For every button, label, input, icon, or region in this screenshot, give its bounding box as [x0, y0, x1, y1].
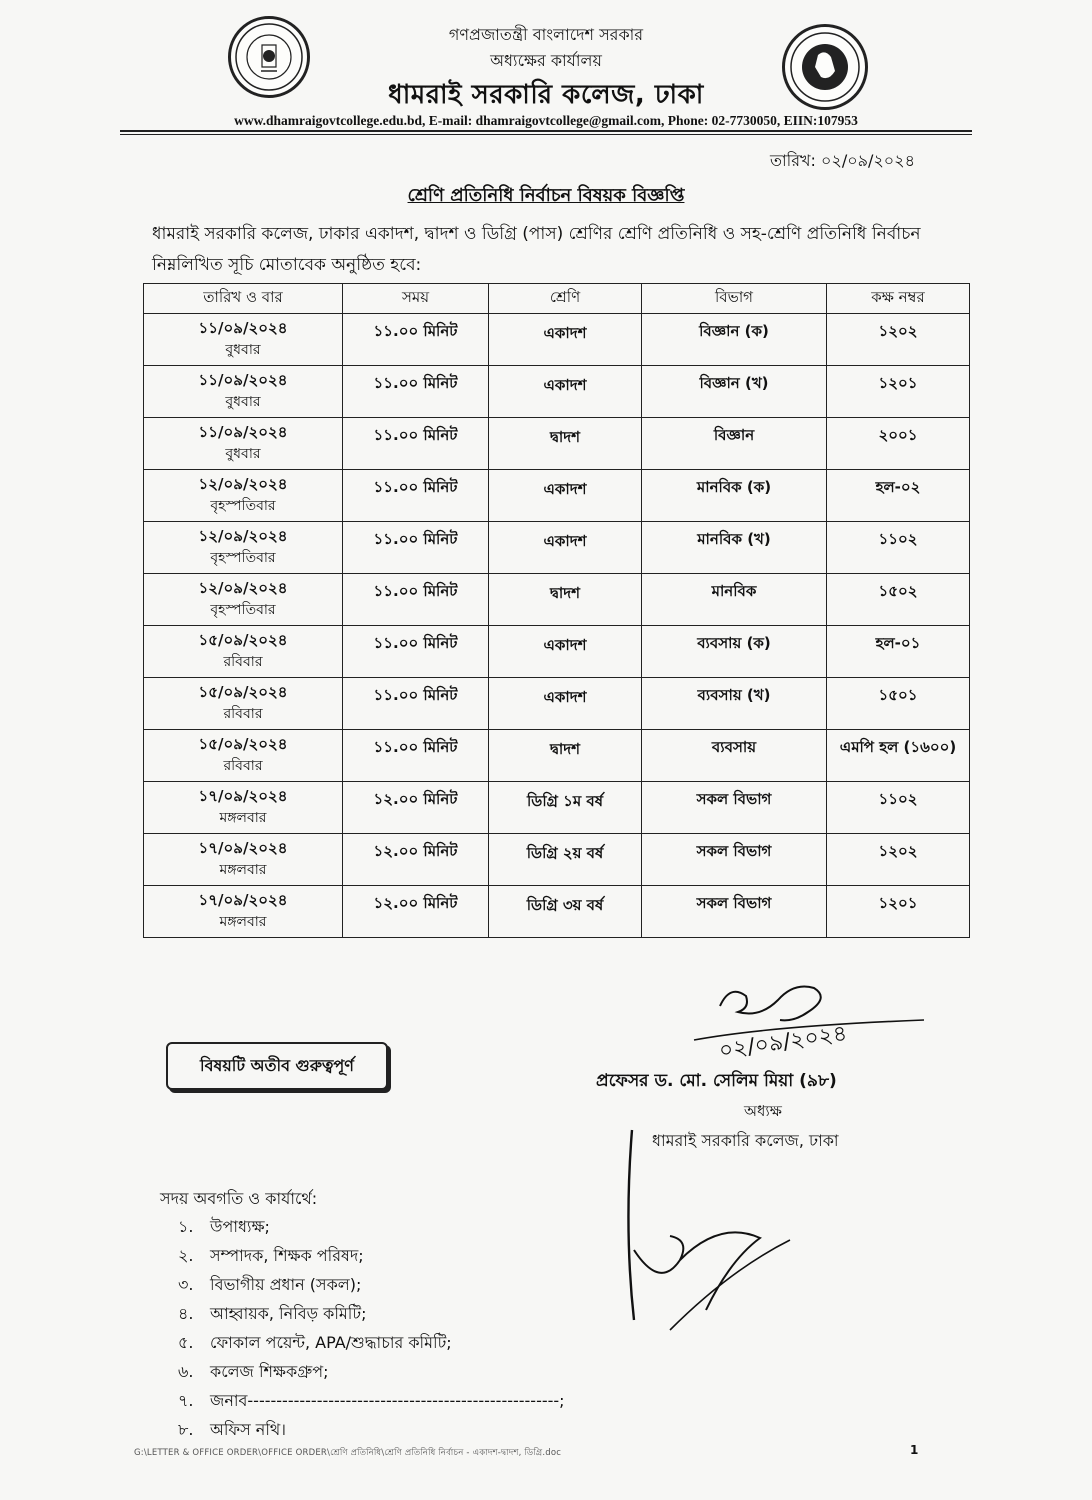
dept-cell [642, 730, 827, 782]
notice-subject: শ্রেণি প্রতিনিধি নির্বাচন বিষয়ক বিজ্ঞপ্তি [407, 185, 685, 206]
row-date: ১৭/০৯/২০২৪ [198, 839, 288, 857]
signatory-name: প্রফেসর ড. মো. সেলিম মিয়া (৯৮) [596, 1071, 837, 1091]
dept-cell [642, 678, 827, 730]
row-class: দ্বাদশ [549, 428, 581, 446]
list-item [178, 1415, 565, 1444]
row-room: ১১০২ [878, 790, 918, 808]
class-cell [489, 366, 642, 418]
list-item [178, 1328, 565, 1357]
dept-cell [642, 366, 827, 418]
time-cell [343, 730, 489, 782]
room-cell [827, 418, 970, 470]
row-room: হল-০২ [875, 478, 921, 496]
class-cell [489, 522, 642, 574]
row-day: বুধবার [225, 342, 261, 358]
government-name: গণপ্রজাতন্ত্রী বাংলাদেশ সরকার [448, 25, 644, 44]
table-header-row [144, 284, 970, 314]
table-row [144, 522, 970, 574]
list-item [178, 1357, 565, 1386]
dept-cell [642, 834, 827, 886]
table-row [144, 314, 970, 366]
row-day: মঙ্গলবার [219, 862, 267, 878]
distribution-heading: সদয় অবগতি ও কার্যার্থে: [160, 1189, 318, 1208]
row-day: বুধবার [225, 394, 261, 410]
row-dept: ব্যবসায় (খ) [697, 686, 771, 704]
row-dept: সকল বিভাগ [696, 894, 772, 912]
schedule-table [143, 283, 970, 938]
row-dept: ব্যবসায় [711, 738, 757, 756]
room-cell [827, 366, 970, 418]
date-cell [144, 730, 343, 782]
office-name: অধ্যক্ষের কার্যালয় [490, 51, 602, 70]
row-time: ১১.০০ মিনিট [373, 738, 458, 756]
row-room: ২০০১ [878, 426, 918, 444]
contact-line: www.dhamraigovtcollege.edu.bd, E-mail: dhamraigovtcollege@gmail.com, Phone: 02-7730050, EIIN:107953 [234, 113, 858, 128]
row-time: ১১.০০ মিনিট [373, 686, 458, 704]
row-room: ১২০২ [878, 322, 918, 340]
row-time: ১২.০০ মিনিট [373, 790, 458, 808]
row-room: হল-০১ [875, 634, 921, 652]
time-cell [343, 834, 489, 886]
row-class: একাদশ [543, 324, 587, 342]
class-cell [489, 574, 642, 626]
row-day: রবিবার [223, 706, 263, 722]
class-cell [489, 678, 642, 730]
time-cell [343, 782, 489, 834]
row-dept: মানবিক (ক) [696, 478, 772, 496]
date-cell [144, 678, 343, 730]
time-cell [343, 522, 489, 574]
row-dept: বিজ্ঞান (ক) [699, 322, 769, 340]
room-cell [827, 314, 970, 366]
list-item-text: অফিস নথি। [210, 1420, 286, 1439]
list-item [178, 1241, 565, 1270]
date-cell [144, 366, 343, 418]
row-date: ১৫/০৯/২০২৪ [198, 683, 288, 701]
list-item-text: উপাধ্যক্ষ; [210, 1217, 270, 1236]
date-cell [144, 522, 343, 574]
college-name: ধামরাই সরকারি কলেজ, ঢাকা [388, 80, 704, 110]
date-cell [144, 626, 343, 678]
table-row [144, 886, 970, 938]
list-item-text: জনাব------------------------------------------------------; [210, 1391, 565, 1410]
class-cell [489, 782, 642, 834]
date-cell [144, 418, 343, 470]
row-class: একাদশ [543, 636, 587, 654]
list-item [178, 1299, 565, 1328]
dept-cell [642, 626, 827, 678]
file-path-footer: G:\LETTER & OFFICE ORDER\OFFICE ORDER\শ্রেণি প্রতিনিধি\শ্রেণি প্রতিনিধি নির্বাচন - একাদশ-দ্বাদশ, ডিগ্রি.doc [134, 1448, 562, 1458]
list-item [178, 1386, 565, 1415]
time-cell [343, 886, 489, 938]
header-rule-thin [120, 134, 972, 135]
row-day: মঙ্গলবার [219, 810, 267, 826]
row-dept: সকল বিভাগ [696, 790, 772, 808]
table-row [144, 678, 970, 730]
list-item-text: বিভাগীয় প্রধান (সকল); [210, 1275, 362, 1294]
column-header: সময় [343, 284, 489, 314]
list-item-number: ৩. [178, 1275, 194, 1294]
time-cell [343, 470, 489, 522]
row-room: ১২০২ [878, 842, 918, 860]
row-date: ১১/০৯/২০২৪ [198, 371, 288, 389]
room-cell [827, 626, 970, 678]
row-class: দ্বাদশ [549, 740, 581, 758]
time-cell [343, 678, 489, 730]
column-header: কক্ষ নম্বর [827, 284, 970, 314]
list-item-number: ২. [178, 1246, 194, 1265]
row-room: ১২০১ [878, 374, 918, 392]
room-cell [827, 574, 970, 626]
date-cell [144, 834, 343, 886]
row-date: ১২/০৯/২০২৪ [198, 475, 288, 493]
row-dept: ব্যবসায় (ক) [697, 634, 771, 652]
row-dept: বিজ্ঞান [713, 426, 755, 444]
row-dept: বিজ্ঞান (খ) [699, 374, 769, 392]
row-class: ডিগ্রি ৩য় বর্ষ [526, 896, 604, 914]
time-cell [343, 418, 489, 470]
dept-cell [642, 418, 827, 470]
list-item [178, 1270, 565, 1299]
row-room: এমপি হল (১৬০০) [839, 738, 957, 756]
row-date: ১৫/০৯/২০২৪ [198, 735, 288, 753]
row-time: ১১.০০ মিনিট [373, 322, 458, 340]
time-cell [343, 366, 489, 418]
date-cell [144, 314, 343, 366]
class-cell [489, 886, 642, 938]
list-item-number: ৮. [178, 1420, 194, 1439]
room-cell [827, 678, 970, 730]
important-notice-box: বিষয়টি অতীব গুরুত্বপূর্ণ [166, 1042, 388, 1090]
table-row [144, 626, 970, 678]
signature-date: ০২/০৯/২০২৪ [717, 1021, 849, 1064]
handwritten-initial [610, 1110, 810, 1340]
row-day: মঙ্গলবার [219, 914, 267, 930]
class-cell [489, 314, 642, 366]
principal-signature [690, 978, 930, 1068]
row-time: ১১.০০ মিনিট [373, 426, 458, 444]
class-cell [489, 730, 642, 782]
dept-cell [642, 314, 827, 366]
list-item-text: ফোকাল পয়েন্ট, APA/শুদ্ধাচার কমিটি; [210, 1333, 452, 1352]
row-time: ১২.০০ মিনিট [373, 894, 458, 912]
dept-cell [642, 470, 827, 522]
room-cell [827, 470, 970, 522]
class-cell [489, 834, 642, 886]
table-row [144, 418, 970, 470]
row-time: ১১.০০ মিনিট [373, 634, 458, 652]
row-class: একাদশ [543, 688, 587, 706]
time-cell [343, 314, 489, 366]
list-item [178, 1212, 565, 1241]
row-day: রবিবার [223, 654, 263, 670]
table-row [144, 574, 970, 626]
row-class: একাদশ [543, 376, 587, 394]
column-header: তারিখ ও বার [144, 284, 343, 314]
signatory-organization: ধামরাই সরকারি কলেজ, ঢাকা [652, 1131, 839, 1150]
row-time: ১১.০০ মিনিট [373, 582, 458, 600]
table-row [144, 470, 970, 522]
row-date: ১১/০৯/২০২৪ [198, 319, 288, 337]
row-date: ১৭/০৯/২০২৪ [198, 787, 288, 805]
row-class: একাদশ [543, 480, 587, 498]
row-class: ডিগ্রি ১ম বর্ষ [527, 792, 603, 810]
column-header: শ্রেণি [489, 284, 642, 314]
row-dept: সকল বিভাগ [696, 842, 772, 860]
row-time: ১১.০০ মিনিট [373, 530, 458, 548]
header-rule [120, 130, 972, 132]
dept-cell [642, 782, 827, 834]
row-date: ১২/০৯/২০২৪ [198, 527, 288, 545]
row-class: একাদশ [543, 532, 587, 550]
list-item-number: ৫. [178, 1333, 194, 1352]
row-time: ১২.০০ মিনিট [373, 842, 458, 860]
signatory-title: অধ্যক্ষ [744, 1102, 782, 1120]
row-day: বৃহস্পতিবার [210, 550, 276, 566]
row-day: বুধবার [225, 446, 261, 462]
table-row [144, 782, 970, 834]
table-row [144, 366, 970, 418]
dept-cell [642, 574, 827, 626]
room-cell [827, 886, 970, 938]
row-room: ১৫০২ [878, 582, 918, 600]
row-day: বৃহস্পতিবার [210, 602, 276, 618]
row-date: ১৫/০৯/২০২৪ [198, 631, 288, 649]
table-row [144, 730, 970, 782]
row-room: ১১০২ [878, 530, 918, 548]
class-cell [489, 418, 642, 470]
row-time: ১১.০০ মিনিট [373, 374, 458, 392]
row-class: দ্বাদশ [549, 584, 581, 602]
row-date: ১২/০৯/২০২৪ [198, 579, 288, 597]
room-cell [827, 522, 970, 574]
list-item-number: ৬. [178, 1362, 194, 1381]
dept-cell [642, 522, 827, 574]
table-row [144, 834, 970, 886]
class-cell [489, 626, 642, 678]
date-cell [144, 782, 343, 834]
row-dept: মানবিক [711, 582, 757, 600]
list-item-number: ৪. [178, 1304, 194, 1323]
list-item-text: আহ্বায়ক, নিবিড় কমিটি; [210, 1304, 367, 1323]
row-class: ডিগ্রি ২য় বর্ষ [526, 844, 604, 862]
time-cell [343, 574, 489, 626]
notice-date: তারিখ: ০২/০৯/২০২৪ [770, 151, 915, 170]
room-cell [827, 730, 970, 782]
room-cell [827, 834, 970, 886]
column-header: বিভাগ [642, 284, 827, 314]
date-cell [144, 574, 343, 626]
row-day: রবিবার [223, 758, 263, 774]
intro-paragraph: ধামরাই সরকারি কলেজ, ঢাকার একাদশ, দ্বাদশ ও ডিগ্রি (পাস) শ্রেণির শ্রেণি প্রতিনিধি ও সহ-শ্রেণি প্রতিনিধি নির্বাচন নিম্নলিখিত সূচি মোতাবেক অনুষ্ঠিত হবে: [152, 224, 921, 275]
list-item-number: ১. [178, 1217, 194, 1236]
page-number: 1 [910, 1443, 919, 1457]
room-cell [827, 782, 970, 834]
list-item-text: সম্পাদক, শিক্ষক পরিষদ; [210, 1246, 364, 1265]
list-item-text: কলেজ শিক্ষকগ্রুপ; [210, 1362, 329, 1381]
row-date: ১৭/০৯/২০২৪ [198, 891, 288, 909]
distribution-list [178, 1212, 565, 1444]
row-room: ১৫০১ [878, 686, 918, 704]
class-cell [489, 470, 642, 522]
row-date: ১১/০৯/২০২৪ [198, 423, 288, 441]
list-item-number: ৭. [178, 1391, 194, 1410]
time-cell [343, 626, 489, 678]
row-day: বৃহস্পতিবার [210, 498, 276, 514]
row-dept: মানবিক (খ) [697, 530, 771, 548]
row-time: ১১.০০ মিনিট [373, 478, 458, 496]
date-cell [144, 886, 343, 938]
row-room: ১২০১ [878, 894, 918, 912]
date-cell [144, 470, 343, 522]
dept-cell [642, 886, 827, 938]
